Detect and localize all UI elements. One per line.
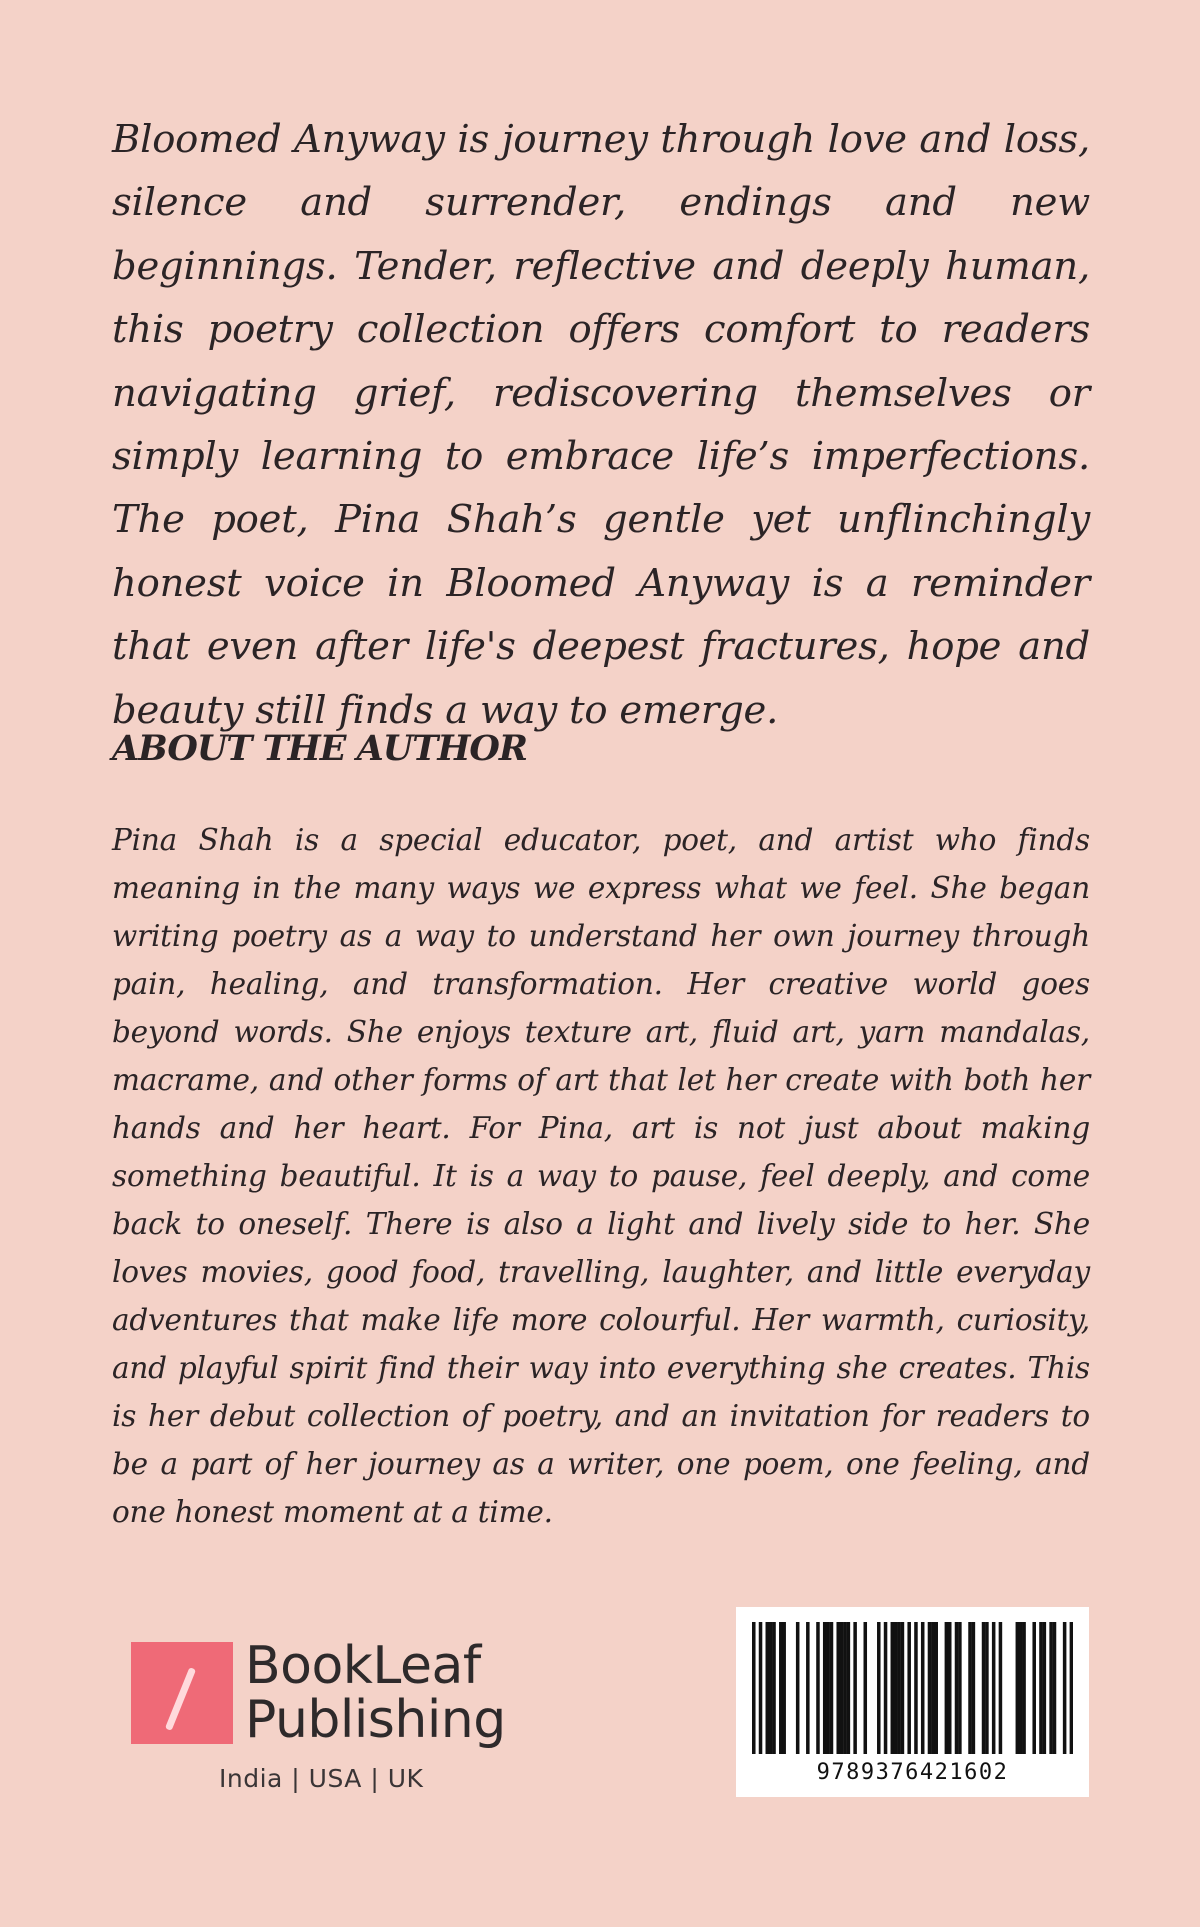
- barcode-bar: [840, 1622, 844, 1754]
- barcode-bar: [1070, 1622, 1073, 1754]
- barcode-bar: [914, 1622, 918, 1754]
- barcode-bar: [779, 1622, 783, 1754]
- barcode-bar: [782, 1622, 786, 1754]
- barcode-bar: [999, 1622, 1003, 1754]
- barcode-bar: [1019, 1622, 1023, 1754]
- barcode-bar: [972, 1622, 976, 1754]
- leaf-slash-icon: [131, 1642, 233, 1744]
- barcode-bar: [1053, 1622, 1057, 1754]
- barcode-bar: [830, 1622, 834, 1754]
- barcode-bar: [884, 1622, 888, 1754]
- barcode-bar: [921, 1622, 925, 1754]
- barcode-bar: [1043, 1622, 1047, 1754]
- barcode-bar: [769, 1622, 773, 1754]
- barcode-bar: [928, 1622, 932, 1754]
- barcode-bar: [759, 1622, 763, 1754]
- barcode-bar: [1016, 1622, 1020, 1754]
- publisher-name-line2: Publishing: [245, 1690, 506, 1750]
- barcode-bar: [931, 1622, 935, 1754]
- barcode-bar: [766, 1622, 770, 1754]
- barcode-bar: [806, 1622, 810, 1754]
- barcode-bar: [1032, 1622, 1036, 1754]
- barcode-bar: [816, 1622, 820, 1754]
- barcode-bar: [948, 1622, 952, 1754]
- barcode-bar: [894, 1622, 898, 1754]
- barcode-bar: [1063, 1622, 1067, 1754]
- barcode-bar: [752, 1622, 756, 1754]
- isbn-number: 9789376421602: [816, 1760, 1009, 1785]
- barcode-bar: [1039, 1622, 1043, 1754]
- barcode-bar: [945, 1622, 949, 1754]
- barcode-bar: [955, 1622, 959, 1754]
- barcode-bar: [796, 1622, 800, 1754]
- publisher-regions: India | USA | UK: [219, 1764, 424, 1793]
- barcode-bar: [772, 1622, 776, 1754]
- barcode-bar: [823, 1622, 827, 1754]
- barcode-bar: [836, 1622, 840, 1754]
- barcode-bar: [897, 1622, 901, 1754]
- barcode-bar: [853, 1622, 857, 1754]
- barcode-bar: [1022, 1622, 1026, 1754]
- barcode-bar: [826, 1622, 830, 1754]
- author-bio: Pina Shah is a special educator, poet, and artist who finds meaning in the many ways we express what we feel. She began writing poetry as a way to understand her own journey through pain, healing, and transformation. Her creative world goes beyond words. She enjoys texture art, fluid art, yarn mandalas, macrame, and other forms of art that let her create with both her hands and her heart. For Pina, art is not just about making something beautiful. It is a way to pause, feel deeply, and come back to oneself. There is also a light and lively side to her. She loves movies, good food, travelling, laughter, and little everyday adventures that make life more colourful. Her warmth, curiosity, and playful spirit find their way into everything she creates. This is her debut collection of poetry, and an invitation for readers to be a part of her journey as a writer, one poem, one feeling, and one honest moment at a time.: [112, 823, 1090, 1529]
- barcode-bar: [877, 1622, 881, 1754]
- barcode-bar: [985, 1622, 989, 1754]
- barcode-bar: [907, 1622, 911, 1754]
- barcode-bar: [958, 1622, 962, 1754]
- isbn-barcode: [736, 1607, 1089, 1797]
- barcode-bar: [847, 1622, 851, 1754]
- barcode-bar: [992, 1622, 996, 1754]
- publisher-logo: [131, 1636, 531, 1796]
- barcode-bar: [901, 1622, 905, 1754]
- barcode-bar: [864, 1622, 868, 1754]
- about-author-heading: ABOUT THE AUTHOR: [112, 728, 527, 769]
- barcode-bar: [934, 1622, 938, 1754]
- book-blurb: Bloomed Anyway is journey through love and loss, silence and surrender, endings and new beginnings. Tender, reflective and deeply human, this poetry collection offers comfort to readers navigating grief, rediscovering themselves or simply learning to embrace life’s imperfections. The poet, Pina Shah’s gentle yet unflinchingly honest voice in Bloomed Anyway is a reminder that even after life's deepest fractures, hope and beauty still finds a way to emerge.: [112, 117, 1090, 733]
- barcode-bar: [968, 1622, 972, 1754]
- barcode-bar: [982, 1622, 986, 1754]
- barcode-bar: [1049, 1622, 1053, 1754]
- barcode-bar: [891, 1622, 895, 1754]
- publisher-name-line1: BookLeaf: [245, 1636, 481, 1696]
- barcode-bar: [843, 1622, 847, 1754]
- barcode-icon: [752, 1622, 1073, 1762]
